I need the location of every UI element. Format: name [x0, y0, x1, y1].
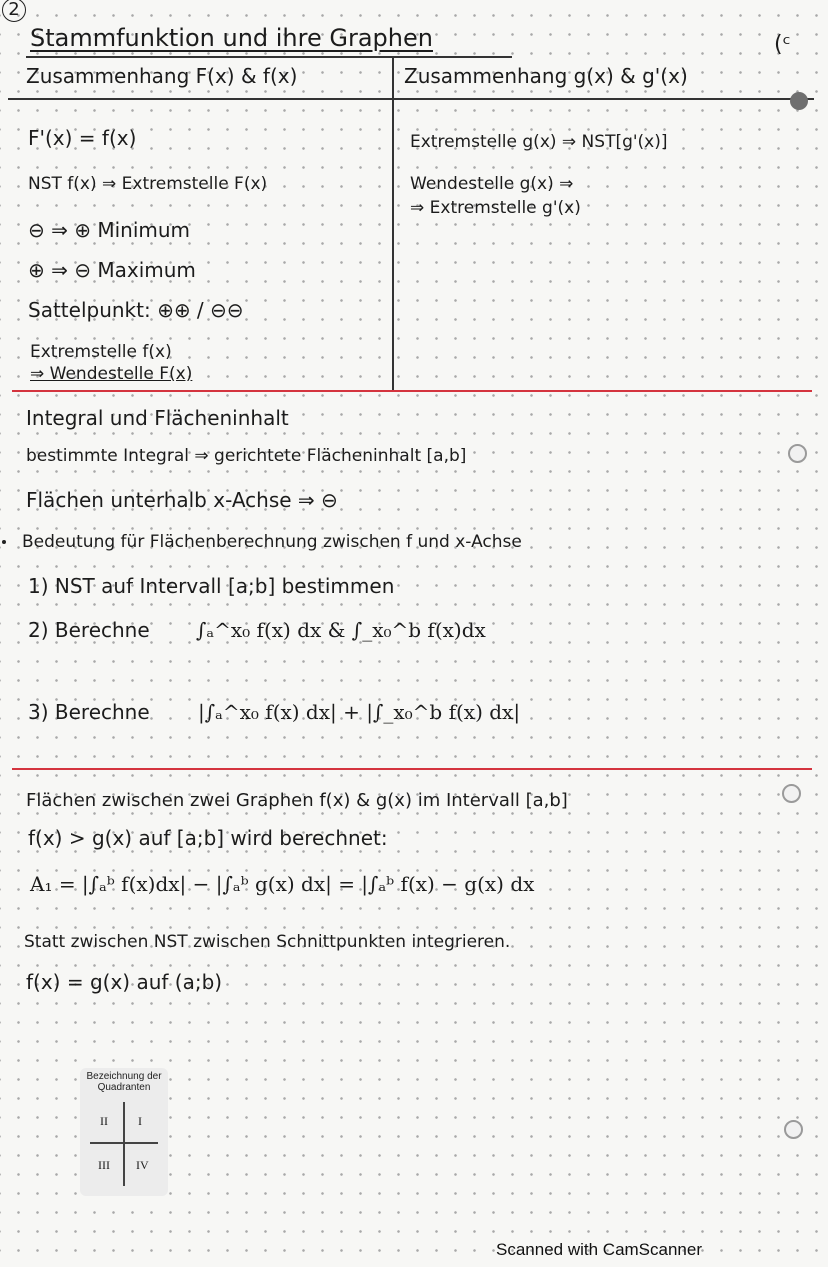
integral-step-3-label: 3) Berechne: [28, 700, 150, 724]
left-row-7: ⇒ Wendestelle F(x): [30, 364, 193, 384]
integral-step-1: 1) NST auf Intervall [a;b] bestimmen: [28, 574, 395, 598]
table-top-rule: [26, 56, 512, 58]
page-title: Stammfunktion und ihre Graphen: [30, 24, 433, 52]
binder-hole-2: [788, 444, 807, 463]
quadrant-label-1: I: [138, 1114, 142, 1128]
area-formula: A₁ = |∫ₐᵇ f(x)dx| − |∫ₐᵇ g(x) dx| = |∫ₐᵇ f(x) − g(x) dx: [30, 872, 535, 896]
integral-step-3-formula: |∫ₐ^x₀ f(x) dx| + |∫_x₀^b f(x) dx|: [198, 700, 521, 724]
quadrant-caption: Bezeichnung der Quadranten: [86, 1071, 162, 1093]
integral-line-2: Flächen unterhalb x-Achse ⇒ ⊖: [26, 488, 338, 512]
section-integral-heading: Integral und Flächeninhalt: [26, 406, 289, 430]
integral-step-2-label: 2) Berechne: [28, 618, 150, 642]
integral-line-3: Bedeutung für Flächenberechnung zwischen f und x-Achse: [22, 532, 522, 552]
right-row-1: Extremstelle g(x) ⇒ NST[g'(x)]: [410, 132, 668, 152]
table-header-rule: [8, 98, 814, 100]
integral-step-2-formula: ∫ₐ^x₀ f(x) dx & ∫_x₀^b f(x)dx: [196, 618, 486, 642]
section-two-graphs-heading: Flächen zwischen zwei Graphen f(x) & g(x) im Intervall [a,b]: [26, 790, 568, 811]
page-number: 2: [2, 0, 26, 22]
right-column-header: Zusammenhang g(x) & g'(x): [404, 64, 688, 88]
left-row-3: ⊖ ⇒ ⊕ Minimum: [28, 218, 191, 242]
right-row-3: ⇒ Extremstelle g'(x): [410, 198, 581, 218]
quadrant-label-4: IV: [136, 1158, 149, 1172]
table-divider: [392, 56, 394, 390]
bullet-dot: [2, 540, 6, 544]
binder-hole-4: [784, 1120, 803, 1139]
integral-line-1: bestimmte Integral ⇒ gerichtete Flächeninhalt [a,b]: [26, 446, 467, 466]
binder-hole-1: [790, 92, 808, 110]
left-row-4: ⊕ ⇒ ⊖ Maximum: [28, 258, 196, 282]
left-row-5: Sattelpunkt: ⊕⊕ / ⊖⊖: [28, 298, 244, 322]
left-column-header: Zusammenhang F(x) & f(x): [26, 64, 298, 88]
red-divider-2: [12, 768, 812, 770]
quadrant-card: [80, 1068, 168, 1196]
red-divider-1: [12, 390, 812, 392]
two-graphs-line-2: Statt zwischen NST zwischen Schnittpunkten integrieren.: [24, 932, 511, 952]
two-graphs-line-1: f(x) > g(x) auf [a;b] wird berechnet:: [28, 826, 388, 850]
two-graphs-line-3: f(x) = g(x) auf (a;b): [26, 970, 223, 994]
left-row-6: Extremstelle f(x): [30, 342, 172, 362]
right-row-2: Wendestelle g(x) ⇒: [410, 174, 574, 194]
quadrant-x-axis: [90, 1142, 158, 1144]
quadrant-label-3: III: [98, 1158, 110, 1172]
corner-mark: (ᶜ: [774, 32, 791, 57]
left-row-2: NST f(x) ⇒ Extremstelle F(x): [28, 174, 268, 194]
binder-hole-3: [782, 784, 801, 803]
quadrant-label-2: II: [100, 1114, 108, 1128]
left-row-1: F'(x) = f(x): [28, 126, 137, 150]
quadrant-y-axis: [123, 1102, 125, 1186]
scanner-watermark: Scanned with CamScanner: [496, 1240, 703, 1259]
